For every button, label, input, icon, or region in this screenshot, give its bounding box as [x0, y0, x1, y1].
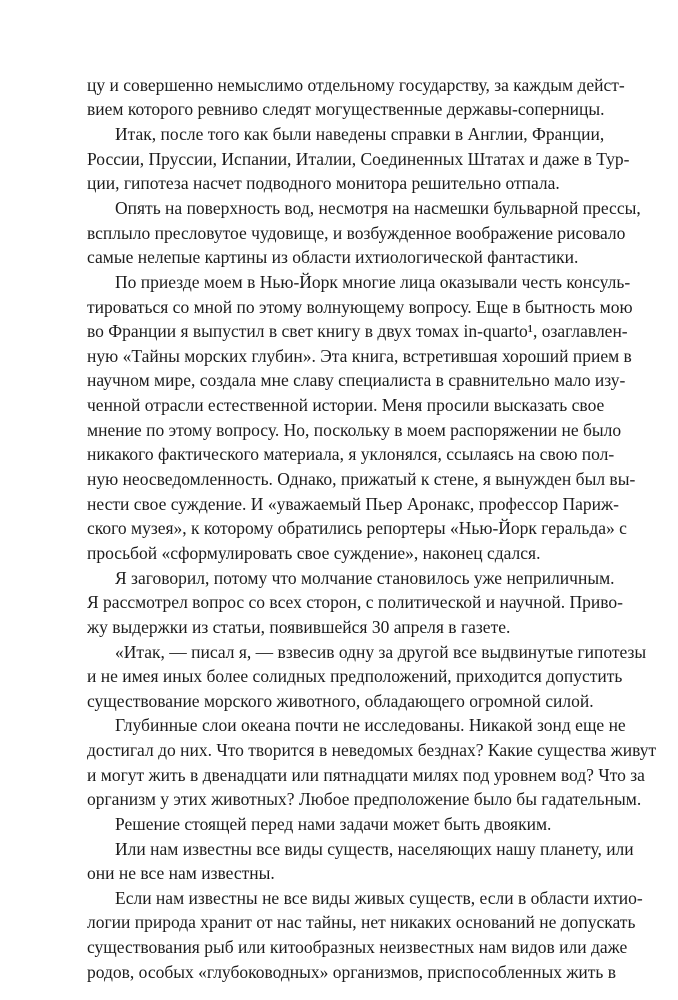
text-line: никакого фактического материала, я уклонялся, ссылаясь на свою пол- [87, 444, 615, 464]
text-line: во Франции я выпустил в свет книгу в двух томах in-quarto¹, озаглавлен- [87, 321, 628, 341]
text-line: ции, гипотеза насчет подводного монитора решительно отпала. [87, 173, 560, 193]
text-line: ченной отрасли естественной истории. Меня просили высказать свое [87, 395, 605, 415]
text-line: всплыло пресловутое чудовище, и возбужденное воображение рисовало [87, 223, 626, 243]
text-line: они не все нам известны. [87, 863, 275, 883]
text-line: нести свое суждение. И «уважаемый Пьер Аронакс, профессор Париж- [87, 494, 619, 514]
text-line: Решение стоящей перед нами задачи может быть двояким. [115, 814, 552, 834]
text-line: тироваться со мной по этому волнующему вопросу. Еще в бытность мою [87, 297, 633, 317]
text-line: и не имея иных более солидных предположений, приходится допустить [87, 666, 623, 686]
text-line: просьбой «сформулировать свое суждение», наконец сдался. [87, 543, 541, 563]
text-line: логии природа хранит от нас тайны, нет никаких оснований не допускать [87, 912, 636, 932]
text-line: мнение по этому вопросу. Но, поскольку в моем распоряжении не было [87, 420, 622, 440]
text-line: Если нам известны не все виды живых существ, если в области ихтио- [115, 888, 643, 908]
text-line: существование морского животного, обладающего огромной силой. [87, 691, 594, 711]
text-line: организм у этих животных? Любое предположение было бы гадательным. [87, 789, 642, 809]
text-line: научном мире, создала мне славу специалиста в сравнительно мало изу- [87, 370, 626, 390]
text-line: ную «Тайны морских глубин». Эта книга, встретившая хороший прием в [87, 346, 632, 366]
text-line: «Итак, — писал я, — взвесив одну за другой все выдвинутые гипотезы [115, 642, 647, 662]
text-line: самые нелепые картины из области ихтиологической фантастики. [87, 247, 579, 267]
text-line: Я заговорил, потому что молчание становилось уже неприличным. [115, 568, 615, 588]
text-line: жу выдержки из статьи, появившейся 30 апреля в газете. [87, 617, 511, 637]
text-line: По приезде моем в Нью-Йорк многие лица оказывали честь консуль- [115, 272, 631, 292]
text-line: родов, особых «глубоководных» организмов, приспособленных жить в [87, 962, 617, 982]
text-line: Опять на поверхность вод, несмотря на насмешки бульварной прессы, [115, 198, 641, 218]
text-line: цу и совершенно немыслимо отдельному государству, за каждым дейст- [87, 75, 625, 95]
text-line: России, Пруссии, Испании, Италии, Соединенных Штатах и даже в Тур- [87, 149, 630, 169]
text-line: Итак, после того как были наведены справки в Англии, Франции, [115, 124, 605, 144]
text-line: существования рыб или китообразных неизвестных нам видов или даже [87, 937, 628, 957]
text-line: достигал до них. Что творится в неведомых безднах? Какие существа живут [87, 740, 657, 760]
text-line: Или нам известны все виды существ, населяющих нашу планету, или [115, 839, 634, 859]
text-line: и могут жить в двенадцати или пятнадцати милях под уровнем вод? Что за [87, 765, 645, 785]
text-line: Я рассмотрел вопрос со всех сторон, с политической и научной. Приво- [87, 592, 624, 612]
text-line: вием которого ревниво следят могущественные державы-соперницы. [87, 99, 605, 119]
text-line: ную неосведомленность. Однако, прижатый к стене, я вынужден был вы- [87, 469, 636, 489]
text-line: Глубинные слои океана почти не исследованы. Никакой зонд еще не [115, 715, 626, 735]
text-line: ского музея», к которому обратились репортеры «Нью-Йорк геральда» с [87, 518, 627, 538]
